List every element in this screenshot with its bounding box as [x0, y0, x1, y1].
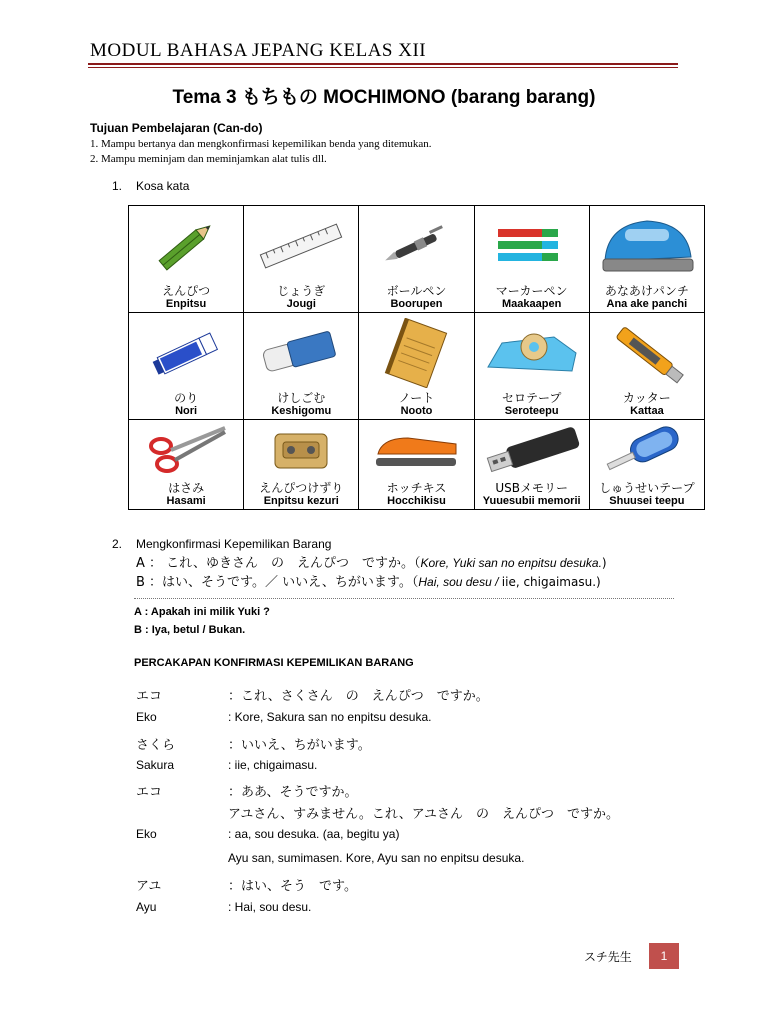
vocab-cell	[359, 206, 474, 313]
dialog-a-japanese: A ： これ、ゆきさん の えんぴつ ですか。（	[136, 556, 421, 571]
dialog-a-romaji: Kore, Yuki san no enpitsu desuka.	[420, 556, 602, 570]
vocab-romaji: Yuuesubii memorii	[482, 495, 581, 507]
hole-punch-icon	[590, 210, 704, 282]
speaker-line: ：これ、さくさん の えんぴつ ですか。	[228, 689, 489, 704]
ruler-icon	[244, 210, 358, 282]
translation-b: B : Iya, betul / Bukan.	[134, 624, 246, 636]
vocab-kana: USBメモリー	[495, 481, 568, 495]
dialog-line-a	[136, 552, 607, 571]
vocab-kana: しゅうせいテープ	[599, 481, 695, 495]
page-title: Tema 3 もちもの MOCHIMONO (barang barang)	[172, 87, 596, 108]
speaker-line: Ayu san, sumimasen. Kore, Ayu san no enpitsu desuka.	[228, 851, 525, 865]
vocab-cell	[359, 420, 474, 510]
vocab-romaji: Ana ake panchi	[606, 298, 688, 310]
vocab-cell	[474, 206, 589, 313]
tape-dispenser-icon	[475, 317, 589, 389]
footer-teacher: スチ先生	[584, 950, 632, 964]
dialog-line-b	[136, 571, 601, 590]
speaker-name: エコ	[136, 689, 163, 704]
vocab-romaji: Enpitsu kezuri	[263, 495, 339, 507]
objective-item: 2. Mampu meminjam dan meminjamkan alat tulis dll.	[90, 153, 327, 165]
objective-item: 1. Mampu bertanya dan mengkonfirmasi kepemilikan benda yang ditemukan.	[90, 138, 432, 150]
section-number: 1.	[112, 179, 123, 193]
dialog-b-romaji-2: iie, chigaimasu.	[501, 575, 597, 589]
vocab-romaji: Seroteepu	[504, 405, 559, 417]
speaker-name: Sakura	[136, 758, 175, 772]
vocab-romaji: Shuusei teepu	[609, 495, 685, 507]
vocab-kana: のり	[174, 391, 199, 405]
speaker-name: Ayu	[136, 900, 157, 914]
section-title: Mengkonfirmasi Kepemilikan Barang	[136, 537, 332, 551]
speaker-line: : iie, chigaimasu.	[228, 758, 318, 772]
translation-a: A : Apakah ini milik Yuki ?	[134, 606, 270, 618]
dialog-b-close: )	[596, 575, 601, 589]
vocab-kana: はさみ	[168, 481, 205, 495]
vocab-romaji: Hocchikisu	[387, 495, 446, 507]
vocab-kana: カッター	[622, 391, 671, 405]
vocab-romaji: Keshigomu	[271, 405, 332, 417]
usb-drive-icon	[475, 422, 589, 478]
vocab-row	[129, 206, 705, 313]
speaker-name: Eko	[136, 827, 157, 841]
vocab-romaji: Boorupen	[390, 298, 443, 310]
vocab-kana: あなあけパンチ	[604, 284, 689, 298]
speaker-line: : Hai, sou desu.	[228, 900, 312, 914]
vocab-kana: ホッチキス	[386, 481, 447, 495]
vocab-kana: えんぴつけずり	[259, 481, 344, 495]
speaker-line: : Kore, Sakura san no enpitsu desuka.	[228, 710, 432, 724]
vocab-cell	[589, 420, 704, 510]
vocab-cell	[244, 206, 359, 313]
vocab-kana: えんぴつ	[162, 284, 211, 298]
conversation-heading: PERCAKAPAN KONFIRMASI KEPEMILIKAN BARANG	[134, 657, 414, 669]
header-rule-thin	[88, 67, 678, 68]
dialog-b-romaji: Hai, sou desu /	[418, 575, 502, 589]
notebook-icon	[359, 317, 473, 389]
document-header: MODUL BAHASA JEPANG KELAS XII	[90, 40, 427, 61]
section-number: 2.	[112, 537, 123, 551]
eraser-icon	[244, 317, 358, 389]
vocab-cell	[244, 420, 359, 510]
speaker-name: アユ	[136, 879, 162, 894]
section-title: Kosa kata	[136, 179, 190, 193]
vocab-cell	[129, 313, 244, 420]
vocab-romaji: Hasami	[166, 495, 206, 507]
vocab-kana: マーカーペン	[495, 284, 568, 298]
dotted-divider	[134, 598, 674, 599]
speaker-line: アユさん、すみません。これ、アユさん の えんぴつ ですか。	[228, 807, 620, 822]
vocab-romaji: Jougi	[286, 298, 316, 310]
speaker-name: さくら	[136, 738, 176, 753]
speaker-name: Eko	[136, 710, 157, 724]
glue-stick-icon	[129, 317, 243, 389]
pencil-icon	[129, 210, 243, 282]
vocab-kana: じょうぎ	[277, 284, 326, 298]
vocab-romaji: Maakaapen	[502, 298, 562, 310]
vocab-row	[129, 420, 705, 510]
vocab-kana: セロテープ	[501, 391, 562, 405]
vocab-kana: けしごむ	[277, 391, 326, 405]
speaker-line: ：ああ、そうですか。	[228, 785, 358, 800]
speaker-name: エコ	[136, 785, 163, 800]
vocab-cell	[244, 313, 359, 420]
dialog-b-japanese: B ：はい、そうです。／ いいえ、ちがいます。（	[136, 575, 419, 590]
vocab-table	[128, 205, 705, 510]
page-number-badge: 1	[649, 943, 679, 969]
vocab-cell	[589, 206, 704, 313]
vocab-kana: ボールペン	[386, 284, 447, 298]
header-rule	[88, 63, 678, 65]
objectives-heading: Tujuan Pembelajaran (Can-do)	[90, 121, 263, 135]
cutter-icon	[590, 317, 704, 389]
vocab-cell	[129, 206, 244, 313]
vocab-romaji: Enpitsu	[165, 298, 207, 310]
marker-pens-icon	[475, 210, 589, 282]
speaker-line: ：はい、そう です。	[228, 879, 357, 894]
dialog-a-close: )	[601, 556, 607, 570]
vocab-romaji: Nooto	[400, 405, 433, 417]
ballpoint-pen-icon	[359, 210, 473, 282]
vocab-kana: ノート	[398, 391, 435, 405]
vocab-cell	[474, 313, 589, 420]
vocab-row	[129, 313, 705, 420]
correction-tape-icon	[590, 422, 704, 478]
vocab-cell	[589, 313, 704, 420]
vocab-romaji: Nori	[175, 405, 198, 417]
stapler-icon	[359, 422, 473, 478]
speaker-line: ：いいえ、ちがいます。	[228, 738, 371, 753]
vocab-romaji: Kattaa	[630, 405, 664, 417]
speaker-line: : aa, sou desuka. (aa, begitu ya)	[228, 827, 400, 841]
pencil-sharpener-icon	[244, 422, 358, 478]
scissors-icon	[129, 422, 243, 478]
vocab-cell	[359, 313, 474, 420]
vocab-cell	[129, 420, 244, 510]
vocab-cell	[474, 420, 589, 510]
